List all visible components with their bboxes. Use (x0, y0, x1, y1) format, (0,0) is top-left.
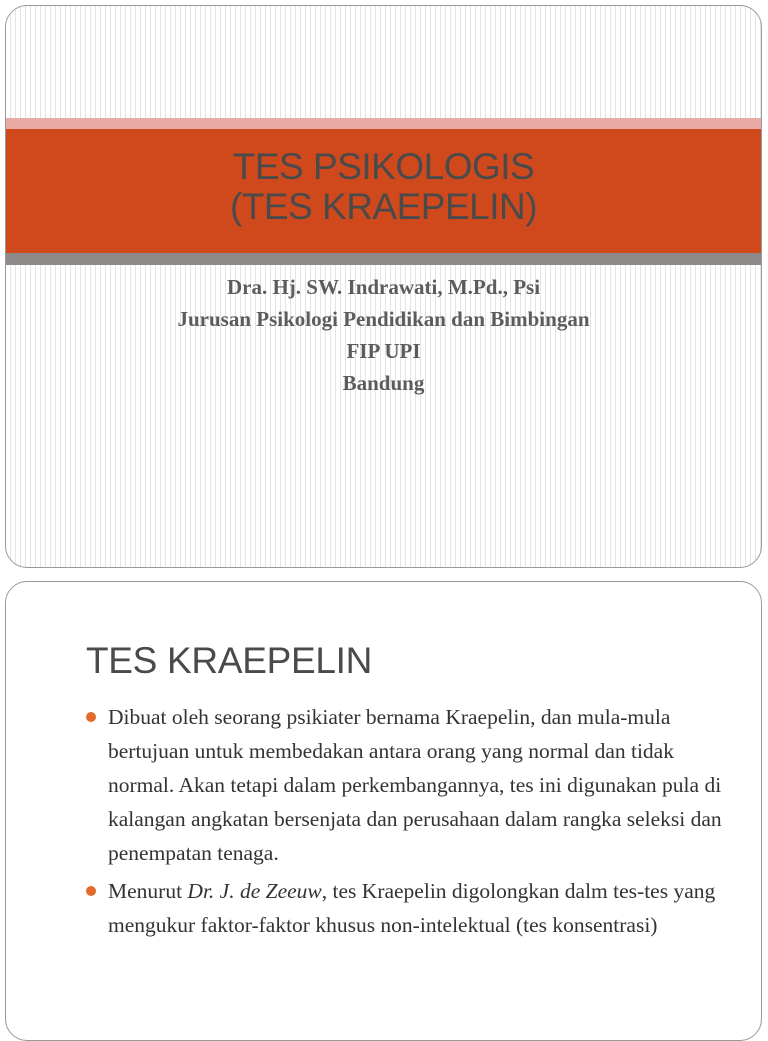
slide-title-line2: (TES KRAEPELIN) (229, 186, 538, 227)
bullet-text-prefix: Menurut (108, 879, 188, 903)
city: Bandung (342, 371, 425, 395)
bullet-text-author-name: Dr. J. de Zeeuw (187, 879, 322, 903)
bullet-dot-icon (86, 712, 96, 722)
bullet-item (86, 874, 726, 942)
title-band-top-stripe (6, 118, 761, 129)
bullet-item (86, 700, 726, 870)
subtitle-block (6, 271, 761, 399)
bullet-text-suffix: , tes Kraepelin digolongkan dalm tes-tes yang mengukur faktor-faktor khusus non-intelektual (tes konsentrasi) (108, 879, 716, 937)
faculty: FIP UPI (346, 339, 421, 363)
title-slide (5, 5, 762, 568)
department: Jurusan Psikologi Pendidikan dan Bimbingan (177, 307, 590, 331)
author-name: Dra. Hj. SW. Indrawati, M.Pd., Psi (226, 275, 541, 299)
bullet-list (86, 700, 726, 946)
slide-heading: TES KRAEPELIN (86, 640, 373, 681)
bullet-text: Dibuat oleh seorang psikiater bernama Kraepelin, dan mula-mula bertujuan untuk membedakan antara orang yang normal dan tidak normal. Akan tetapi dalam perkembangannya, tes ini digunakan pula di kalangan angkatan bersenjata dan perusahaan dalam rangka seleksi dan penempatan tenaga. (108, 705, 722, 865)
bullet-dot-icon (86, 886, 96, 896)
slide-title-line1: TES PSIKOLOGIS (232, 146, 535, 187)
title-band (6, 129, 761, 253)
title-band-bottom-stripe (6, 253, 761, 265)
content-slide (5, 581, 762, 1041)
